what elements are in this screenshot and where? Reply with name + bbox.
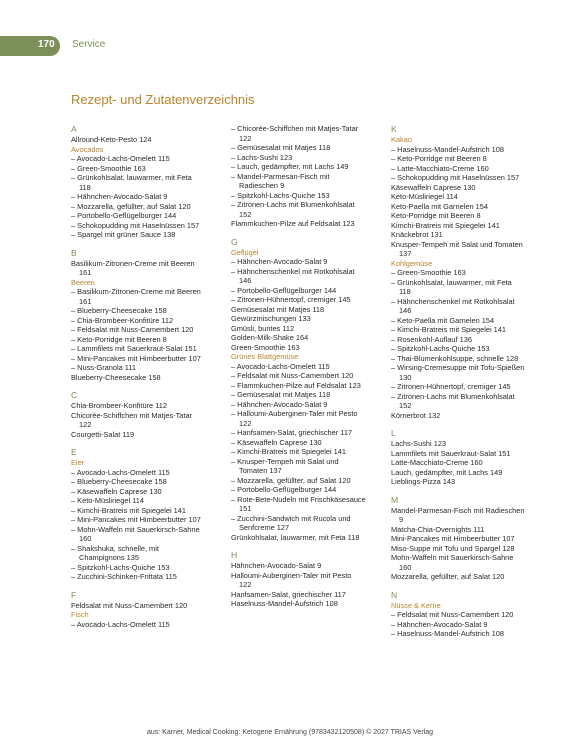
- index-subentry: – Grünkohlsalat, lauwarmer, mit Feta: [391, 277, 512, 287]
- index-entry: Green-Smoothie 163: [231, 342, 300, 352]
- index-continuation: 146: [239, 276, 252, 285]
- index-continuation: 118: [399, 287, 411, 296]
- index-subentry: – Lachs-Sushi 123: [231, 152, 293, 162]
- index-subentry: – Haselnuss-Mandel-Aufstrich 108: [391, 629, 504, 638]
- index-subentry: – Flammkuchen-Pilze auf Feldsalat 123: [231, 380, 361, 390]
- index-subentry: – Hähnchen-Avocado-Salat 9: [231, 257, 328, 266]
- index-subentry: – Gemüsesalat mit Matjes 118: [231, 390, 331, 399]
- index-subentry: – Spitzkohl-Lachs-Quiche 153: [391, 344, 490, 353]
- index-letter: C: [71, 390, 78, 400]
- index-entry: Lieblings-Pizza 143: [391, 477, 456, 486]
- index-subentry: – Spargel mit grüner Sauce 138: [71, 230, 176, 239]
- index-subentry: – Blueberry-Cheesecake 158: [71, 477, 167, 486]
- index-continuation: 160: [399, 562, 412, 572]
- index-continuation: 122: [239, 580, 252, 589]
- index-continuation: 122: [239, 418, 252, 428]
- index-subentry: – Hähnchenschenkel mit Rotkohlsalat: [231, 266, 355, 276]
- index-subentry: – Zucchini-Schinken-Frittata 115: [71, 572, 177, 581]
- index-entry: Chicorée-Schiffchen mit Matjes-Tatar: [71, 410, 193, 420]
- index-subentry: – Kimchi-Bratreis mit Spiegelei 141: [231, 447, 347, 456]
- index-subentry: – Latte-Macchiato-Creme 160: [391, 163, 489, 173]
- index-subentry: – Hähnchen-Avocado-Salat 9: [391, 619, 488, 629]
- index-continuation: Radieschen 9: [239, 181, 285, 190]
- index-entry: Knusper-Tempeh mit Salat und Tomaten: [391, 239, 523, 249]
- index-entry: Courgetti-Salat 119: [71, 429, 135, 439]
- index-subentry: – Portobello-Geflügelburger 144: [231, 285, 337, 295]
- index-subentry: – Spitzkohl-Lachs-Quiche 153: [231, 190, 330, 200]
- index-subentry: – Zitronen-Hühnertopf, cremiger 145: [391, 382, 511, 391]
- index-entry: Mini-Pancakes mit Himbeerbutter 107: [391, 534, 515, 543]
- index-subentry: – Hanfsamen-Salat, griechischer 117: [231, 428, 353, 437]
- index-entry: Golden-Milk-Shake 164: [231, 333, 309, 342]
- index-subentry: – Mozzarella, gefüllter, auf Salat 120: [231, 475, 351, 485]
- index-subentry: – Hähnchen-Avocado-Salat 9: [231, 399, 328, 409]
- index-subentry: – Käsewaffeln Caprese 130: [71, 486, 162, 496]
- index-subentry: – Portobello-Geflügelburger 144: [71, 211, 177, 220]
- index-category: Eier: [71, 458, 85, 467]
- index-subentry: – Spitzkohl-Lachs-Quiche 153: [71, 562, 170, 572]
- index-continuation: 151: [239, 504, 252, 513]
- index-letter: A: [71, 124, 77, 134]
- index-subentry: – Lammfilets mit Sauerkraut-Salat 151: [71, 344, 197, 353]
- index-subentry: – Avocado-Lachs-Omelett 115: [71, 619, 170, 629]
- index-subentry: – Feldsalat mit Nuss-Camembert 120: [231, 371, 354, 380]
- index-entry: Gemüsesalat mit Matjes 118: [231, 304, 325, 314]
- index-entry: Lauch, gedämpfter, mit Lachs 149: [391, 467, 503, 477]
- page-number: 170: [38, 39, 55, 50]
- index-continuation: 9: [399, 515, 404, 524]
- index-subentry: – Wirsing-Cremesuppe mit Tofu-Spießen: [391, 363, 525, 372]
- index-subentry: – Schokopudding mit Haselnüssen 157: [71, 220, 200, 230]
- index-letter: F: [71, 589, 77, 600]
- index-subentry: – Kimchi-Bratreis mit Spiegelei 141: [71, 505, 187, 515]
- index-entry: Blueberry-Cheesecake 158: [71, 372, 161, 382]
- index-entry: Käsewaffeln Caprese 130: [391, 182, 476, 192]
- index-continuation: Senfcreme 127: [239, 523, 290, 532]
- index-subentry: – Grünkohlsalat, lauwarmer, mit Feta: [71, 173, 192, 182]
- index-subentry: – Avocado-Lachs-Omelett 115: [71, 467, 170, 477]
- index-column-1: [71, 124, 221, 629]
- index-entry: Lachs-Sushi 123: [391, 439, 447, 448]
- index-subentry: – Zitronen-Lachs mit Blumenkohlsalat: [231, 200, 355, 209]
- index-subentry: – Schokopudding mit Haselnüssen 157: [391, 173, 520, 182]
- index-entry: Matcha-Chia-Overnights 111: [391, 524, 485, 534]
- index-entry: Miso-Suppe mit Tofu und Spargel 128: [391, 543, 515, 553]
- index-subentry: – Chia-Brombeer-Konfitüre 112: [71, 315, 174, 325]
- footer-credit: aus: Karner, Medical Cooking: Ketogene Ernährung (9783432120508) © 2027 TRIAS Verlag: [147, 729, 433, 736]
- index-subentry: – Chicorée-Schiffchen mit Matjes-Tatar: [231, 124, 359, 133]
- index-subentry: – Gemüsesalat mit Matjes 118: [231, 143, 331, 152]
- index-entry: Kimchi-Bratreis mit Spiegelei 141: [391, 220, 500, 230]
- index-category: Beeren: [71, 277, 95, 287]
- index-subentry: – Keto-Paella mit Garnelen 154: [391, 315, 495, 325]
- index-subentry: – Rosenkohl-Auflauf 136: [391, 334, 472, 344]
- index-subentry: – Portobello-Geflügelburger 144: [231, 485, 337, 494]
- index-subentry: – Hähnchen-Avocado-Salat 9: [71, 192, 168, 201]
- index-entry: Chia-Brombeer-Konfitüre 112: [71, 401, 167, 410]
- index-subentry: – Haselnuss-Mandel-Aufstrich 108: [391, 144, 504, 154]
- index-entry: Flammkuchen-Pilze auf Feldsalat 123: [231, 219, 355, 228]
- index-subentry: – Mini-Pancakes mit Himbeerbutter 107: [71, 515, 201, 524]
- index-subentry: – Nuss-Granola 111: [71, 363, 137, 372]
- index-continuation: 130: [399, 372, 412, 382]
- index-subentry: – Feldsalat mit Nuss-Camembert 120: [391, 610, 514, 619]
- index-subentry: – Avocado-Lachs-Omelett 115: [231, 361, 330, 371]
- index-subentry: – Zitronen-Hühnertopf, cremiger 145: [231, 295, 351, 304]
- index-entry: Mozzarella, gefüllter, auf Salat 120: [391, 572, 505, 581]
- index-continuation: 122: [79, 420, 92, 429]
- index-continuation: 161: [79, 268, 92, 277]
- index-entry: Feldsalat mit Nuss-Camembert 120: [71, 600, 188, 610]
- index-continuation: 152: [239, 209, 252, 219]
- index-entry: Grünkohlsalat, lauwarmer, mit Feta 118: [231, 532, 360, 542]
- index-letter: L: [391, 428, 396, 438]
- index-entry: Mohn-Waffeln mit Sauerkirsch-Sahne: [391, 553, 514, 562]
- index-subentry: – Halloumi-Auberginen-Taler mit Pesto: [231, 409, 358, 418]
- index-continuation: 161: [79, 296, 92, 306]
- index-category: Geflügel: [231, 247, 259, 257]
- index-subentry: – Feldsalat mit Nuss-Camembert 120: [71, 325, 194, 334]
- index-entry: Hähnchen-Avocado-Salat 9: [231, 561, 322, 570]
- index-entry: Gmüsli, buntes 112: [231, 323, 295, 333]
- index-subentry: – Hähnchenschenkel mit Rotkohlsalat: [391, 296, 515, 306]
- index-entry: Mandel-Parmesan-Fisch mit Radieschen: [391, 505, 525, 515]
- index-entry: Körnerbrot 132: [391, 410, 441, 420]
- index-continuation: 152: [399, 401, 412, 410]
- index-subentry: – Basilikum-Zitronen-Creme mit Beeren: [71, 287, 201, 296]
- index-subentry: – Keto-Porridge mit Beeren 8: [71, 334, 167, 344]
- index-subentry: – Green-Smoothie 163: [391, 268, 466, 277]
- index-subentry: – Lauch, gedämpfter, mit Lachs 149: [231, 162, 349, 171]
- index-entry: Keto-Porridge mit Beeren 8: [391, 211, 481, 220]
- index-entry: Hanfsamen-Salat, griechischer 117: [231, 589, 346, 599]
- index-letter: E: [71, 447, 77, 457]
- index-subentry: – Thai-Blumenkohlsuppe, schnelle 128: [391, 353, 519, 363]
- index-letter: B: [71, 247, 77, 258]
- index-category: Avocados: [71, 144, 104, 154]
- index-subentry: – Mohn-Waffeln mit Sauerkirsch-Sahne: [71, 524, 200, 534]
- index-entry: Latte-Macchiato-Creme 160: [391, 458, 483, 467]
- index-subentry: – Mini-Pancakes mit Himbeerbutter 107: [71, 353, 201, 363]
- index-column-3: [391, 124, 531, 639]
- section-label: Service: [72, 39, 106, 50]
- index-subentry: – Shakshuka, schnelle, mit: [71, 543, 159, 553]
- index-subentry: – Keto-Müsliriegel 114: [71, 496, 144, 505]
- index-continuation: 118: [79, 182, 91, 192]
- index-category: Grünes Blattgemüse: [231, 352, 299, 361]
- index-subentry: – Zitronen-Lachs mit Blumenkohlsalat: [391, 391, 515, 401]
- index-subentry: – Rote-Bete-Nudeln mit Frischkäsesauce: [231, 494, 366, 504]
- index-continuation: Tomaten 137: [239, 466, 282, 475]
- index-category: Nüsse & Kerne: [391, 600, 441, 610]
- index-continuation: 137: [399, 249, 412, 258]
- page-title: Rezept- und Zutatenverzeichnis: [71, 92, 255, 107]
- index-entry: Keto-Müsliriegel 114: [391, 192, 458, 201]
- index-entry: Basilikum-Zitronen-Creme mit Beeren: [71, 258, 195, 268]
- index-subentry: – Mandel-Parmesan-Fisch mit: [231, 171, 330, 181]
- index-entry: Allround-Keto-Pesto 124: [71, 135, 152, 144]
- index-entry: Knäckebrot 131: [391, 230, 443, 239]
- index-subentry: – Green-Smoothie 163: [71, 163, 146, 173]
- index-category: Kohlgemüse: [391, 258, 433, 268]
- index-column-2: [231, 124, 381, 609]
- index-subentry: – Avocado-Lachs-Omelett 115: [71, 154, 170, 163]
- index-entry: Gewürzmischungen 133: [231, 314, 311, 323]
- index-subentry: – Knusper-Tempeh mit Salat und: [231, 456, 339, 466]
- index-letter: K: [391, 124, 397, 134]
- index-continuation: 146: [399, 306, 412, 315]
- index-entry: Haselnuss-Mandel-Aufstrich 108: [231, 599, 338, 608]
- index-subentry: – Mozzarella, gefüllter, auf Salat 120: [71, 201, 191, 211]
- index-subentry: – Kimchi-Bratreis mit Spiegelei 141: [391, 325, 507, 334]
- index-category: Fisch: [71, 610, 89, 619]
- index-subentry: – Käsewaffeln Caprese 130: [231, 437, 322, 447]
- index-entry: Lammfilets mit Sauerkraut-Salat 151: [391, 448, 511, 458]
- index-letter: N: [391, 589, 398, 600]
- index-letter: H: [231, 550, 238, 560]
- index-continuation: 122: [239, 133, 252, 143]
- index-letter: M: [391, 494, 399, 505]
- index-subentry: – Blueberry-Cheesecake 158: [71, 306, 167, 315]
- index-entry: Halloumi-Auberginen-Taler mit Pesto: [231, 570, 352, 580]
- index-subentry: – Zucchini-Sandwich mit Rucola und: [231, 513, 351, 523]
- index-continuation: Champignons 135: [79, 553, 139, 562]
- index-letter: G: [231, 236, 238, 247]
- index-subentry: – Keto-Porridge mit Beeren 8: [391, 154, 487, 163]
- index-entry: Keto-Paella mit Garnelen 154: [391, 201, 488, 211]
- index-continuation: 160: [79, 534, 92, 543]
- index-category: Kakao: [391, 135, 412, 144]
